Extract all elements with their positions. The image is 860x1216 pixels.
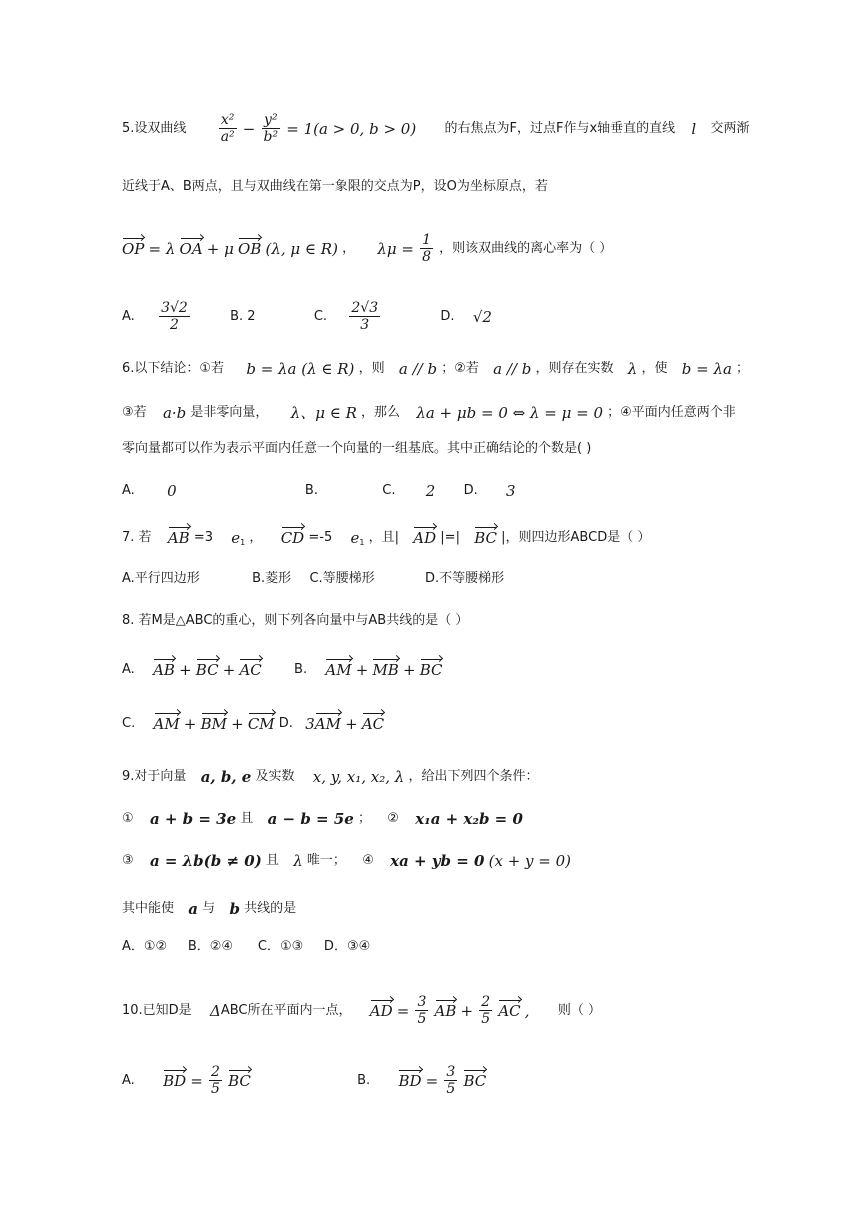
q8-c2: BM (200, 715, 227, 733)
q9-c4-eq: xa + yb = 0 (390, 852, 485, 870)
q5-comma: ， (342, 240, 356, 256)
q10-t4: 则（ ） (557, 1002, 601, 1018)
q6-eq2: a // b (398, 360, 438, 378)
q6-opt-a-val: 0 (167, 482, 177, 500)
q6-eq6: λ、μ ∈ R (290, 404, 357, 422)
q6-line3 (122, 440, 591, 459)
q8-opt-a: A. (122, 661, 135, 677)
q6-eq3: a // b (493, 360, 532, 378)
q9-c4-label: ④ (362, 853, 374, 868)
q10-a-frac (209, 1064, 222, 1097)
q8-a-plus1: + (179, 660, 192, 679)
q6-t1: 6.以下结论：①若 (122, 361, 225, 376)
q6-opt-c-val: 2 (425, 482, 436, 500)
q10-a-num: 2 (211, 1064, 220, 1080)
q10-stem (122, 994, 601, 1027)
q7-sub2: 1 (359, 537, 365, 547)
q5-frac-y-num: y² (262, 112, 281, 129)
q8-c1: AM (153, 715, 180, 733)
q5-stem-line3 (122, 232, 612, 265)
q5-line-l: l (691, 119, 697, 138)
q10-t3: , (524, 1001, 530, 1020)
q9-stem (122, 768, 538, 787)
q10-t1: 10.已知D是 (122, 1002, 192, 1018)
q8-opt-d: D. (278, 715, 293, 731)
q7-vec-bc: BC (474, 529, 498, 547)
q10-b-num: 3 (446, 1064, 456, 1080)
q10-a-vec1: BD (163, 1072, 187, 1090)
q6-opt-d: D. (463, 483, 478, 498)
q6-t5: ，使 (641, 361, 668, 376)
q9-t3: ，给出下列四个条件： (408, 769, 539, 784)
q7-t5: ，且| (368, 529, 400, 545)
q5-options (122, 300, 492, 333)
q9-s2: 与 (202, 901, 216, 916)
q10-tri: Δ (209, 1001, 221, 1020)
q5-opt-a-den: 2 (169, 317, 179, 333)
q6-t4: ，则存在实数 (535, 361, 614, 376)
q6-opt-c: C. (382, 483, 396, 498)
q9-question (122, 900, 296, 919)
q5-eq-mid: = λ (148, 239, 176, 258)
q5-opt-a-num: 3√2 (161, 300, 188, 316)
q7-vec-ad: AD (413, 529, 437, 547)
q7-opt-d: D.不等腰梯形 (424, 571, 505, 586)
q8-d2: AC (361, 715, 385, 733)
q8-c-plus2: + (231, 714, 244, 733)
q9-c1-and: 且 (240, 811, 254, 826)
q10-f2-den: 5 (481, 1011, 491, 1027)
q10-frac1 (415, 994, 428, 1027)
q8-c3: CM (247, 715, 275, 733)
q10-eq: = (396, 1001, 410, 1020)
q9-c2-eq: x₁a + x₂b = 0 (415, 810, 523, 828)
q6-t6: ； (736, 361, 750, 376)
q6-options (122, 482, 516, 501)
q9-c3-eq: a = λb(b ≠ 0) (149, 852, 262, 870)
q9-c1-eq1: a + b = 3e (149, 810, 237, 828)
q10-b-frac (444, 1064, 457, 1097)
q8-d-plus: + (345, 714, 358, 733)
q7-opt-a: A.平行四边形 (122, 571, 200, 586)
q10-f2-num: 2 (481, 994, 491, 1010)
q5-opt-d-label: D. (440, 308, 455, 324)
q8-a-plus2: + (222, 660, 236, 679)
q7-opt-c: C.等腰梯形 (309, 571, 375, 586)
q5-lm-num: 1 (422, 232, 432, 248)
q8-a3: AC (239, 661, 262, 679)
q7-stem (122, 528, 650, 552)
q8-opt-c: C. (122, 715, 136, 731)
q5-text-b: 的右焦点为F，过点F作与x轴垂直的直线 (444, 120, 676, 136)
q9-s-a: a (188, 900, 199, 918)
q5-opt-d-val: √2 (472, 307, 492, 326)
q9-c3-end: 唯一； (306, 853, 346, 868)
q10-a-vec2: BC (228, 1072, 251, 1090)
q9-c3-and: 且 (265, 853, 279, 868)
q9-conditions-12 (122, 810, 523, 829)
q7-e2: e (350, 528, 360, 547)
q9-c1-eq2: a − b = 5e (267, 810, 354, 828)
q6-t3: ；②若 (441, 361, 479, 376)
q9-c3-lam: λ (293, 852, 303, 870)
q8-d-coef: 3 (305, 714, 315, 733)
q5-text-d: ，则该双曲线的离心率为（ ） (439, 240, 613, 256)
q8-options-ab (122, 660, 442, 679)
q8-stem (122, 612, 468, 631)
q8-b3: BC (419, 661, 443, 679)
q10-f1-den: 5 (417, 1011, 427, 1027)
q10-b-vec2: BC (463, 1072, 487, 1090)
q10-vec-ad: AD (369, 1002, 393, 1020)
q5-text-a: 5.设双曲线 (122, 120, 187, 136)
q8-b2: MB (372, 661, 399, 679)
q8-c-plus1: + (183, 714, 197, 733)
q5-eq-domain: (λ, μ ∈ R) (265, 239, 338, 258)
q6-eq5: a·b (162, 404, 187, 422)
q6-t2: ，则 (358, 361, 385, 376)
q9-c4-cond: (x + y = 0) (488, 852, 572, 870)
q7-options (122, 570, 504, 589)
q5-vec-ob: OB (238, 240, 262, 258)
q9-opts: A．①② B．②④ C．①③ D．③④ (122, 939, 371, 954)
q6-opt-b: B. (304, 483, 318, 498)
q9-options (122, 938, 370, 957)
q5-vec-oa: OA (179, 240, 203, 258)
q9-t2: 及实数 (255, 769, 295, 784)
q9-vars: a, b, e (200, 768, 252, 786)
q9-c2-label: ② (387, 811, 399, 826)
q10-f1-num: 3 (417, 994, 427, 1010)
q6-opt-a: A. (122, 483, 135, 498)
q6-line3: 零向量都可以作为表示平面内任意一个向量的一组基底。其中正确结论的个数是( ) (122, 441, 592, 456)
q5-lm-frac (420, 232, 433, 265)
q5-opt-a-frac (159, 300, 190, 333)
q6-opt-d-val: 3 (506, 482, 516, 500)
q5-opt-c-den: 3 (360, 317, 370, 333)
q10-vec-ab: AB (434, 1002, 457, 1020)
q5-frac-x (219, 112, 237, 145)
q6-t9: ，那么 (361, 405, 401, 420)
q5-stem-line2 (122, 178, 548, 197)
q9-s1: 其中能使 (122, 901, 175, 916)
q10-opt-a: A. (122, 1072, 135, 1088)
q9-t1: 9.对于向量 (122, 769, 187, 784)
q5-lm-den: 8 (422, 249, 432, 265)
q9-s3: 共线的是 (244, 901, 297, 916)
q7-t2: =3 (193, 529, 213, 545)
q5-vec-op: OP (122, 240, 145, 258)
q5-opt-a-label: A. (122, 308, 135, 324)
q5-eq-rest: = 1(a > 0, b > 0) (286, 119, 417, 138)
q5-text-c: 交两渐 (710, 120, 750, 136)
q9-c1-end: ； (357, 811, 371, 826)
q9-reals: x, y, x₁, x₂, λ (312, 768, 405, 786)
q7-t3: ， (249, 529, 263, 545)
q5-stem-line1: 5.设双曲线 $\frac{\text{x²}}{\text{a²}}$ − $\frac{\text{y²}}{\text{b²}}$ = 1(a > 0, b > 0) 的右焦点为F，过点F作与x轴垂直的直线 l 交两渐 (122, 112, 750, 145)
q8-opt-b: B. (294, 661, 308, 677)
q7-t1: 7. 若 (122, 529, 152, 545)
q5-opt-c-label: C. (313, 308, 328, 324)
q7-e1: e (231, 528, 241, 547)
q10-b-den: 5 (446, 1081, 456, 1097)
q9-c1-label: ① (122, 811, 134, 826)
q5-frac-y (262, 112, 281, 145)
q9-s-b: b (229, 900, 240, 918)
q5-eq-plus: + μ (206, 239, 234, 258)
q10-a-den: 5 (211, 1081, 220, 1097)
q8-options-cd (122, 714, 384, 733)
q10-vec-ac: AC (498, 1002, 521, 1020)
q7-vec-cd: CD (280, 529, 305, 547)
q5-frac-x-den: a² (220, 129, 235, 145)
q10-t2: ABC所在平面内一点， (220, 1002, 352, 1018)
q10-opt-b: B. (357, 1072, 371, 1088)
q5-line2: 近线于A、B两点，且与双曲线在第一象限的交点为P，设O为坐标原点，若 (122, 179, 548, 194)
q7-t6: |=| (440, 529, 460, 545)
q10-frac2 (479, 994, 492, 1027)
q6-eq4: b = λa (681, 360, 732, 378)
q6-line1 (122, 360, 749, 379)
q6-t10: ；④平面内任意两个非 (607, 405, 736, 420)
q6-lam: λ (627, 360, 638, 378)
q5-lm: λμ = (377, 239, 414, 258)
q6-eq1: b = λa (λ ∈ R) (246, 360, 355, 378)
q5-frac-x-num: x² (219, 112, 237, 129)
q6-eq7: λa + μb = 0 ⇔ λ = μ = 0 (416, 404, 604, 422)
q8-stem-text: 8. 若M是△ABC的重心，则下列各向量中与AB共线的是（ ） (122, 613, 469, 628)
q7-opt-b: B.菱形 (252, 571, 292, 586)
q8-b1: AM (325, 661, 352, 679)
q8-b-plus1: + (355, 660, 369, 679)
q10-b-vec1: BD (398, 1072, 422, 1090)
q8-b-plus2: + (402, 660, 416, 679)
q7-vec-ab: AB (167, 529, 190, 547)
q5-opt-c-frac (349, 300, 380, 333)
q5-frac-y-den: b² (263, 129, 279, 145)
q8-d1: AM (314, 715, 341, 733)
q6-line2 (122, 404, 736, 423)
q7-t7: |，则四边形ABCD是（ ） (501, 529, 651, 545)
q8-a1: AB (153, 661, 175, 679)
q6-t8: 是非零向量， (190, 405, 269, 420)
q5-opt-c-num: 2√3 (351, 300, 379, 316)
q8-a2: BC (195, 661, 219, 679)
q6-t7: ③若 (122, 405, 147, 420)
q5-opt-b: B. 2 (230, 308, 256, 324)
q9-conditions-34 (122, 852, 571, 871)
q9-c3-label: ③ (122, 853, 134, 868)
q7-sub1: 1 (240, 537, 246, 547)
q7-t4: =-5 (308, 529, 333, 545)
q10-plus: + (460, 1001, 474, 1020)
q10-options: A. BD = $\frac{2}{5}$ BC B. BD = $\frac{3}{5}$ BC (122, 1064, 487, 1097)
